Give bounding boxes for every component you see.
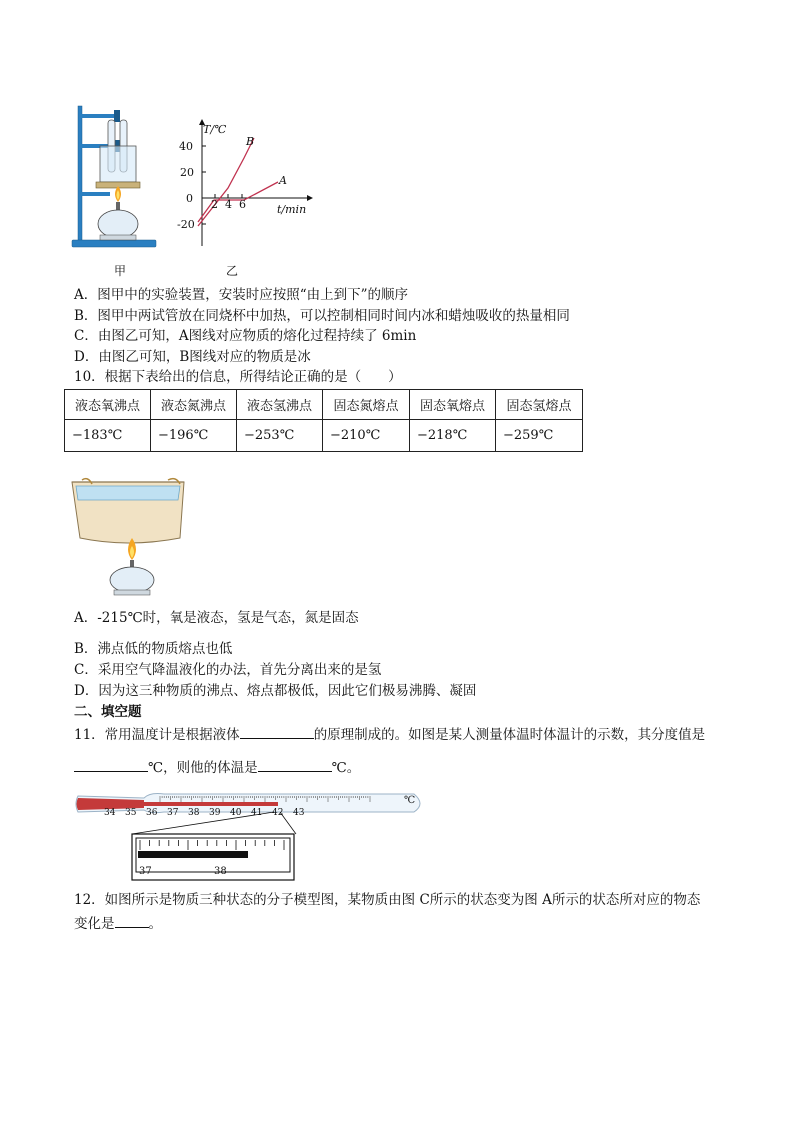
scale-label: 41 xyxy=(251,808,263,818)
table-header-cell: 液态氮沸点 xyxy=(151,390,237,420)
q11-text: 的原理制成的。如图是某人测量体温时体温计的示数，其分度值是 xyxy=(313,727,706,743)
paper-pot-burner-figure xyxy=(68,476,198,598)
graph-x-tick: 2 xyxy=(211,198,218,211)
zoom-label: 37 xyxy=(139,866,152,877)
graph-x-tick: 6 xyxy=(239,198,246,211)
scale-label: 40 xyxy=(230,808,242,818)
experiment-apparatus-figure xyxy=(70,100,170,260)
line-a xyxy=(198,182,278,222)
table-header-cell: 液态氢沸点 xyxy=(237,390,323,420)
graph-line-a-label: A xyxy=(279,174,287,187)
q10-stem: 10．根据下表给出的信息，所得结论正确的是（ ） xyxy=(74,369,402,385)
graph-y-tick: -20 xyxy=(177,218,195,231)
thermometer-unit: ℃ xyxy=(404,795,416,806)
figure-label-jia: 甲 xyxy=(114,264,127,278)
q10-option-c: C．采用空气降温液化的办法，首先分离出来的是氢 xyxy=(74,662,382,678)
graph-x-axis-label: t/min xyxy=(277,203,307,216)
graph-y-tick: 20 xyxy=(180,166,194,179)
q11-line1 xyxy=(74,724,705,744)
q10-option-b: B．沸点低的物质熔点也低 xyxy=(74,641,233,657)
table-header-cell: 固态氧熔点 xyxy=(410,390,496,420)
graph-x-tick: 4 xyxy=(225,198,232,211)
zoom-label: 38 xyxy=(214,866,227,877)
q9-option-b: B．图甲中两试管放在同烧杯中加热，可以控制相同时间内冰和蜡烛吸收的热量相同 xyxy=(74,308,570,324)
temperature-time-graph xyxy=(190,118,320,250)
line-b xyxy=(198,138,254,226)
zoom-mercury-column xyxy=(138,851,248,858)
q10-option-d: D．因为这三种物质的沸点、熔点都极低，因此它们极易沸腾、凝固 xyxy=(74,683,477,699)
q11-text: ℃。 xyxy=(331,760,361,776)
table-value-cell: −183℃ xyxy=(65,420,151,452)
table-header-cell: 固态氮熔点 xyxy=(323,390,410,420)
table-header-cell: 固态氢熔点 xyxy=(496,390,583,420)
graph-y-tick: 40 xyxy=(179,140,193,153)
q9-option-a: A．图甲中的实验装置，安装时应按照“由上到下”的顺序 xyxy=(74,287,409,303)
q12-text: 。 xyxy=(148,916,162,932)
q11-blank-temperature[interactable] xyxy=(258,757,332,772)
q9-option-d: D．由图乙可知，B图线对应的物质是冰 xyxy=(74,349,311,365)
q11-text: 11．常用温度计是根据液体 xyxy=(74,727,240,743)
scale-label: 43 xyxy=(293,808,305,818)
graph-y-axis-label: T/℃ xyxy=(203,123,227,136)
scale-label: 39 xyxy=(209,808,221,818)
q11-blank-division[interactable] xyxy=(74,757,148,772)
graph-y-tick: 0 xyxy=(186,192,193,205)
table-header-cell: 液态氧沸点 xyxy=(65,390,151,420)
q11-line2 xyxy=(74,757,360,777)
scale-label: 34 xyxy=(104,808,116,818)
table-value-cell: −253℃ xyxy=(237,420,323,452)
q12-text: 变化是 xyxy=(74,916,115,932)
q9-option-c: C．由图乙可知，A图线对应物质的熔化过程持续了 6min xyxy=(74,328,417,344)
figure-label-yi: 乙 xyxy=(226,264,239,278)
q12-line2 xyxy=(74,913,162,933)
table-value-cell: −210℃ xyxy=(323,420,410,452)
scale-label: 36 xyxy=(146,808,158,818)
q12-blank[interactable] xyxy=(115,913,149,928)
q12-line1: 12．如图所示是物质三种状态的分子模型图，某物质由图 C所示的状态变为图 A所示的状态所对应的物态 xyxy=(74,892,701,908)
scale-label: 37 xyxy=(167,808,179,818)
scale-label: 42 xyxy=(272,808,284,818)
q10-data-table xyxy=(64,389,583,452)
table-value-cell: −218℃ xyxy=(410,420,496,452)
q11-blank-principle[interactable] xyxy=(240,724,314,739)
section-title: 二、填空题 xyxy=(74,704,142,720)
scale-label: 35 xyxy=(125,808,137,818)
q10-option-a: A．-215℃时，氧是液态，氢是气态，氮是固态 xyxy=(74,610,359,626)
clinical-thermometer-figure xyxy=(74,788,430,884)
table-value-cell: −259℃ xyxy=(496,420,583,452)
graph-line-b-label: B xyxy=(246,135,255,148)
scale-label: 38 xyxy=(188,808,200,818)
q11-text: ℃，则他的体温是 xyxy=(148,760,258,776)
table-value-cell: −196℃ xyxy=(151,420,237,452)
